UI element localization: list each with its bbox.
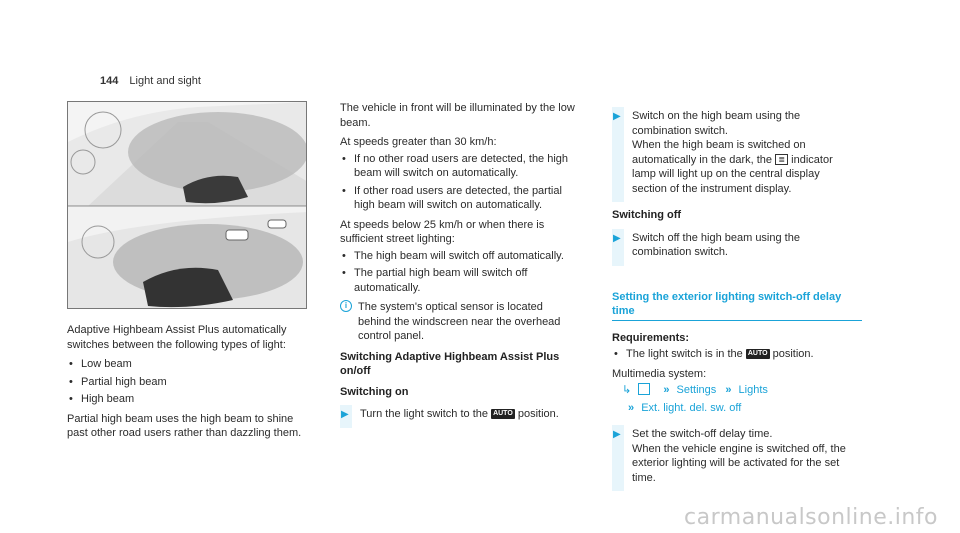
- return-arrow-icon: ↳: [622, 384, 632, 396]
- play-arrow-icon: ▶: [613, 111, 621, 122]
- page-number: 144: [100, 75, 119, 87]
- list-item: • Low beam: [67, 357, 302, 372]
- paragraph: At speeds greater than 30 km/h:: [340, 136, 497, 148]
- heading-switching-on-off: Switching Adaptive Highbeam Assist Plus on/off: [340, 350, 560, 377]
- menu-settings: Settings: [676, 384, 717, 396]
- watermark: carmanualsonline.info: [684, 504, 938, 530]
- heading-requirements: Requirements:: [612, 331, 690, 344]
- list-item: • The light switch is in the AUTO position.: [612, 347, 847, 362]
- chevron-right-icon: »: [663, 384, 670, 396]
- column-1: [67, 323, 302, 446]
- heading-switching-on: Switching on: [340, 385, 409, 398]
- auto-icon: AUTO: [493, 410, 513, 418]
- partial-beam-text: Partial high beam uses the high beam to shine past other road users rather than dazzling them.: [67, 412, 302, 439]
- menu-path: [622, 383, 847, 415]
- list-item: • Partial high beam: [67, 375, 302, 390]
- note-text: The system's optical sensor is located behind the windscreen near the overhead control panel.: [358, 301, 561, 342]
- info-icon: i: [340, 300, 352, 312]
- list-item: • If no other road users are detected, the high beam will switch on automatically.: [340, 152, 575, 181]
- step-turn-switch: ▶ Turn the light switch to the AUTO position.: [340, 405, 575, 428]
- light-types-list: [67, 357, 302, 407]
- home-icon: [638, 383, 650, 395]
- list-item: • The high beam will switch off automatically.: [340, 249, 575, 264]
- intro-text: Adaptive Highbeam Assist Plus automatically switches between the following types of light:: [67, 324, 287, 351]
- list-item: • High beam: [67, 392, 302, 407]
- highbeam-illustration: [67, 101, 307, 309]
- requirements-list: [612, 347, 847, 362]
- play-arrow-icon: ▶: [613, 232, 621, 244]
- heading-switching-off: Switching off: [612, 209, 682, 221]
- list-item: • The partial high beam will switch off automatically.: [340, 266, 575, 295]
- step-set-delay: ▶ Set the switch-off delay time. When the vehicle engine is switched off, the exterior lighting will be activated for the set time.: [612, 425, 847, 491]
- column-2: [340, 101, 575, 434]
- step-switch-on-highbeam: ▶ Switch on the high beam using the combination switch. When the high beam is switched on automatically in the dark, the ≣ indicator lamp will light up on the central display section of the instrument display.: [612, 107, 847, 202]
- play-arrow-icon: ▶: [613, 429, 621, 440]
- road-scene-svg: [68, 102, 307, 309]
- step-switch-off-highbeam: ▶ Switch off the high beam using the combination switch.: [612, 229, 847, 266]
- paragraph: The vehicle in front will be illuminated by the low beam.: [340, 102, 575, 129]
- multimedia-label: Multimedia system:: [612, 367, 707, 380]
- menu-lights: Lights: [738, 384, 768, 396]
- info-note: [340, 300, 575, 344]
- chevron-right-icon: »: [628, 401, 635, 414]
- speed-below-list: [340, 249, 575, 296]
- page-header: [100, 74, 201, 89]
- auto-icon: AUTO: [747, 350, 768, 358]
- section-title-delay: Setting the exterior lighting switch-off delay time: [612, 290, 862, 321]
- column-3: [612, 101, 847, 497]
- chevron-right-icon: »: [725, 384, 732, 396]
- paragraph: At speeds below 25 km/h or when there is sufficient street lighting:: [340, 218, 545, 245]
- section-name: Light and sight: [129, 75, 201, 87]
- high-beam-indicator-icon: ≣: [775, 154, 788, 165]
- list-item: • If other road users are detected, the partial high beam will switch on automatically.: [340, 184, 575, 213]
- speed-above-list: [340, 152, 575, 213]
- play-arrow-icon: ▶: [341, 409, 349, 420]
- menu-ext-light: Ext. light. del. sw. off: [641, 401, 742, 414]
